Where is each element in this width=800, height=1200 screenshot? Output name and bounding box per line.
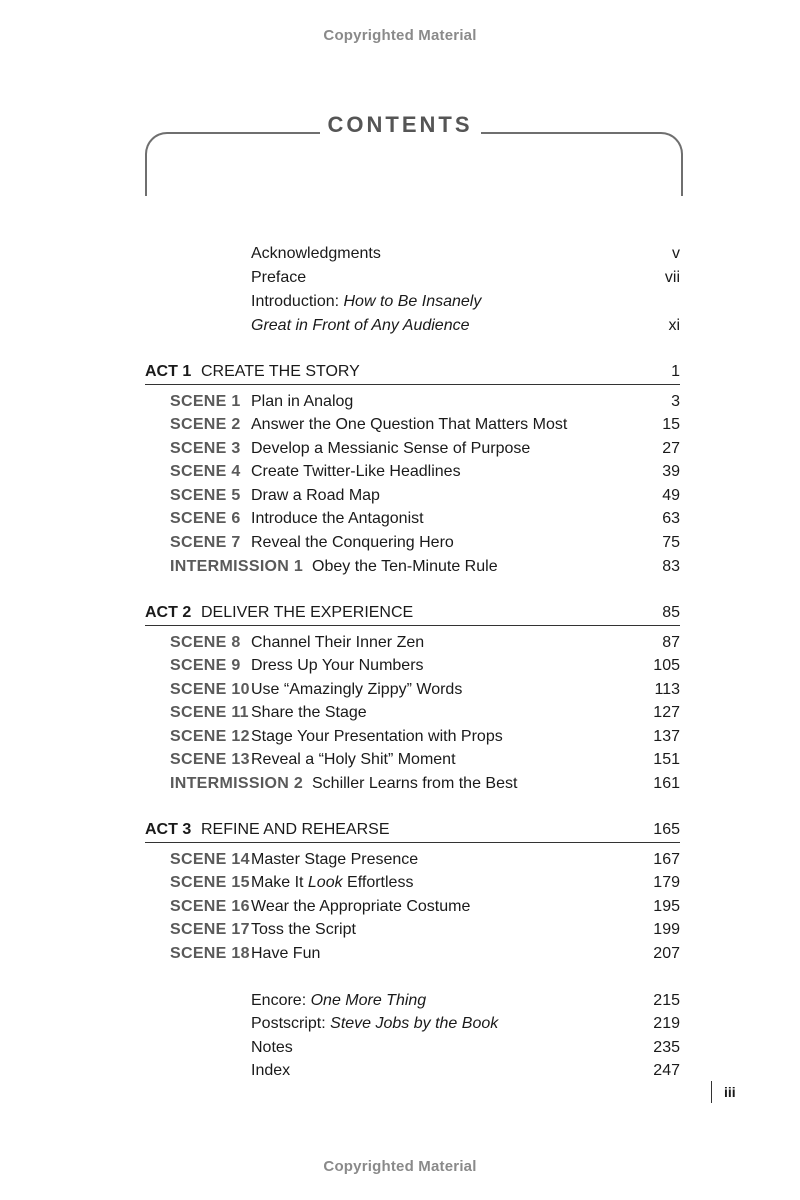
entry-label-prefix: Introduction: [251, 293, 344, 310]
scene-tag: SCENE 16 [170, 898, 250, 915]
toc-entry-encore[interactable] [251, 991, 680, 1011]
entry-page: vii [664, 269, 680, 286]
toc-entry-postscript[interactable] [251, 1014, 680, 1034]
scene-tag: SCENE 9 [170, 657, 241, 674]
scene-page: 63 [662, 510, 680, 527]
scene-title-part-after: Effortless [342, 874, 414, 891]
scene-title: Stage Your Presentation with Props [251, 728, 503, 745]
scene-page: 207 [653, 945, 680, 962]
act-page: 85 [662, 604, 680, 621]
scene-tag: SCENE 17 [170, 921, 250, 938]
scene-tag: SCENE 7 [170, 534, 241, 551]
toc-entry-index[interactable] [251, 1061, 680, 1081]
title-container [0, 112, 800, 138]
scene-title: Share the Stage [251, 704, 367, 721]
entry-label: Index [251, 1062, 291, 1079]
scene-tag: SCENE 11 [170, 704, 249, 721]
toc-scene-3[interactable] [170, 439, 680, 459]
scene-tag: SCENE 4 [170, 463, 241, 480]
scene-tag: SCENE 3 [170, 440, 241, 457]
entry-label [251, 1014, 498, 1034]
scene-tag: SCENE 14 [170, 851, 250, 868]
watermark-top: Copyrighted Material [323, 27, 477, 44]
scene-title: Use “Amazingly Zippy” Words [251, 681, 463, 698]
toc-scene-14[interactable] [170, 850, 680, 870]
scene-page: 195 [653, 898, 680, 915]
scene-title: Reveal a “Holy Shit” Moment [251, 751, 456, 768]
intermission-title: Schiller Learns from the Best [312, 775, 518, 792]
scene-title-italic: Look [307, 874, 343, 891]
scene-title: Master Stage Presence [251, 851, 419, 868]
scene-title [251, 873, 413, 893]
act-title: DELIVER THE EXPERIENCE [201, 604, 414, 621]
scene-page: 199 [653, 921, 680, 938]
toc-scene-12[interactable] [170, 727, 680, 747]
entry-page: xi [668, 317, 680, 334]
scene-title: Have Fun [251, 945, 321, 962]
entry-label-italic: Great in Front of Any Audience [251, 317, 470, 334]
scene-page: 3 [671, 393, 680, 410]
scene-title-part: Make It [251, 874, 308, 891]
toc-scene-7[interactable] [170, 533, 680, 553]
scene-tag: SCENE 8 [170, 634, 241, 651]
intermission-title: Obey the Ten-Minute Rule [312, 558, 498, 575]
scene-title: Toss the Script [251, 921, 356, 938]
entry-label-italic: Steve Jobs by the Book [330, 1015, 499, 1032]
entry-label-italic: One More Thing [310, 992, 427, 1009]
toc-scene-17[interactable] [170, 920, 680, 940]
scene-page: 105 [653, 657, 680, 674]
toc-scene-10[interactable] [170, 680, 680, 700]
entry-label-prefix: Postscript: [251, 1015, 331, 1032]
toc-scene-5[interactable] [170, 486, 680, 506]
toc-scene-9[interactable] [170, 656, 680, 676]
scene-tag: SCENE 12 [170, 728, 250, 745]
entry-label [251, 292, 481, 312]
scene-title: Plan in Analog [251, 393, 354, 410]
entry-page: 235 [653, 1039, 680, 1056]
scene-page: 179 [653, 874, 680, 891]
toc-scene-13[interactable] [170, 750, 680, 770]
act-title: CREATE THE STORY [201, 363, 360, 380]
toc-entry-introduction[interactable] [251, 292, 680, 312]
scene-title: Introduce the Antagonist [251, 510, 424, 527]
toc-intermission-1[interactable] [170, 557, 680, 577]
entry-page: 215 [653, 992, 680, 1009]
scene-title: Channel Their Inner Zen [251, 634, 425, 651]
toc-entry-preface[interactable] [251, 268, 680, 288]
intermission-tag: INTERMISSION 2 [170, 775, 304, 792]
entry-page: v [672, 245, 680, 262]
scene-page: 15 [662, 416, 680, 433]
scene-title: Wear the Appropriate Costume [251, 898, 471, 915]
act-tag: ACT 3 [145, 821, 192, 838]
entry-label: Notes [251, 1039, 293, 1056]
entry-label: Preface [251, 269, 307, 286]
scene-tag: SCENE 10 [170, 681, 250, 698]
act-title: REFINE AND REHEARSE [201, 821, 390, 838]
toc-scene-4[interactable] [170, 462, 680, 482]
scene-title: Draw a Road Map [251, 487, 380, 504]
scene-page: 87 [662, 634, 680, 651]
scene-page: 167 [653, 851, 680, 868]
toc-entry-acknowledgments[interactable] [251, 244, 680, 264]
toc-scene-1[interactable] [170, 392, 680, 412]
act-heading-2[interactable] [145, 603, 680, 626]
act-heading-3[interactable] [145, 820, 680, 843]
scene-title: Create Twitter-Like Headlines [251, 463, 461, 480]
entry-page: 247 [653, 1062, 680, 1079]
toc-scene-18[interactable] [170, 944, 680, 964]
scene-tag: SCENE 18 [170, 945, 250, 962]
toc-entry-introduction-cont[interactable] [251, 316, 680, 336]
entry-label [251, 991, 426, 1011]
entry-label: Acknowledgments [251, 245, 381, 262]
toc-scene-8[interactable] [170, 633, 680, 653]
page-title: CONTENTS [320, 112, 481, 138]
toc-scene-15[interactable] [170, 873, 680, 893]
intermission-tag: INTERMISSION 1 [170, 558, 304, 575]
contents-frame [145, 132, 683, 196]
scene-title: Reveal the Conquering Hero [251, 534, 454, 551]
scene-page: 27 [662, 440, 680, 457]
toc-scene-2[interactable] [170, 415, 680, 435]
scene-tag: SCENE 5 [170, 487, 241, 504]
toc-entry-notes[interactable] [251, 1038, 680, 1058]
watermark-bottom: Copyrighted Material [323, 1158, 477, 1175]
scene-page: 137 [653, 728, 680, 745]
scene-title: Develop a Messianic Sense of Purpose [251, 440, 531, 457]
act-tag: ACT 1 [145, 363, 192, 380]
scene-tag: SCENE 6 [170, 510, 241, 527]
scene-page: 39 [662, 463, 680, 480]
scene-page: 49 [662, 487, 680, 504]
act-page: 1 [671, 363, 680, 380]
scene-page: 151 [653, 751, 680, 768]
act-page: 165 [653, 821, 680, 838]
act-heading-1[interactable] [145, 362, 680, 385]
scene-tag: SCENE 13 [170, 751, 250, 768]
toc-scene-6[interactable] [170, 509, 680, 529]
scene-tag: SCENE 1 [170, 393, 241, 410]
scene-page: 113 [654, 681, 680, 698]
toc-scene-16[interactable] [170, 897, 680, 917]
scene-title: Dress Up Your Numbers [251, 657, 424, 674]
intermission-page: 161 [653, 775, 680, 792]
intermission-page: 83 [662, 558, 680, 575]
page-number: iii [711, 1081, 736, 1103]
scene-tag: SCENE 2 [170, 416, 241, 433]
entry-page: 219 [653, 1015, 680, 1032]
entry-label-italic: How to Be Insanely [343, 293, 482, 310]
scene-page: 75 [662, 534, 680, 551]
act-tag: ACT 2 [145, 604, 192, 621]
entry-label-prefix: Encore: [251, 992, 311, 1009]
toc-scene-11[interactable] [170, 703, 680, 723]
scene-title: Answer the One Question That Matters Most [251, 416, 568, 433]
scene-tag: SCENE 15 [170, 874, 250, 891]
toc-intermission-2[interactable] [170, 774, 680, 794]
scene-page: 127 [653, 704, 680, 721]
